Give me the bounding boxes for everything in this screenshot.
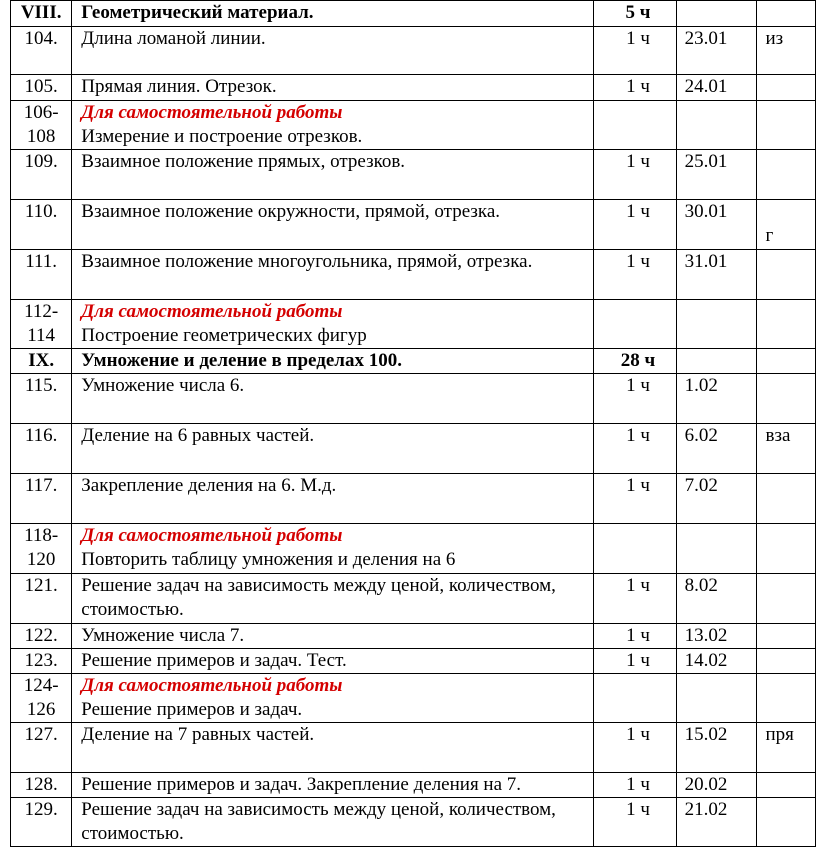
hours-cell xyxy=(594,300,676,349)
range-start: 112- xyxy=(24,301,59,322)
hours-cell xyxy=(594,524,676,574)
lesson-date: 31.01 xyxy=(676,250,757,300)
independent-work-label: Для самостоятельной работы xyxy=(81,525,343,546)
lesson-note-text: г xyxy=(765,225,774,246)
table-row xyxy=(11,200,816,250)
lesson-topic: Решение задач на зависимость между ценой, количеством, стоимостью. xyxy=(72,574,594,624)
lesson-hours: 1 ч xyxy=(594,723,676,773)
independent-work-label: Для самостоятельной работы xyxy=(81,301,343,322)
lesson-number: 111. xyxy=(11,250,72,300)
lesson-topic: Решение примеров и задач. Закрепление деления на 7. xyxy=(72,773,594,798)
lesson-note: из xyxy=(757,27,816,75)
note-cell xyxy=(757,374,816,424)
range-end: 120 xyxy=(26,549,56,570)
date-cell xyxy=(676,524,757,574)
note-cell xyxy=(757,75,816,101)
lesson-note: вза xyxy=(757,424,816,474)
lesson-number: 116. xyxy=(11,424,72,474)
table-row xyxy=(11,75,816,101)
section-number: VIII. xyxy=(11,1,72,27)
note-cell xyxy=(757,150,816,200)
lesson-date: 25.01 xyxy=(676,150,757,200)
note-cell xyxy=(757,574,816,624)
lesson-topic-text: Построение геометрических фигур xyxy=(81,325,367,346)
note-cell xyxy=(757,474,816,524)
lesson-date: 20.02 xyxy=(676,773,757,798)
lesson-number: 129. xyxy=(11,798,72,847)
lesson-date: 8.02 xyxy=(676,574,757,624)
lesson-hours: 1 ч xyxy=(594,27,676,75)
range-start: 106- xyxy=(23,102,59,123)
table-row xyxy=(11,624,816,649)
note-cell xyxy=(757,300,816,349)
lesson-topic: Прямая линия. Отрезок. xyxy=(72,75,594,101)
lesson-number-range xyxy=(11,300,72,349)
lesson-plan-table xyxy=(10,0,816,847)
date-cell xyxy=(676,101,757,150)
lesson-hours: 1 ч xyxy=(594,649,676,674)
section-row-viii xyxy=(11,1,816,27)
note-cell xyxy=(757,773,816,798)
date-cell xyxy=(676,1,757,27)
lesson-date: 23.01 xyxy=(676,27,757,75)
note-cell xyxy=(757,674,816,723)
lesson-note: пря xyxy=(757,723,816,773)
lesson-topic: Умножение числа 7. xyxy=(72,624,594,649)
note-cell xyxy=(757,1,816,27)
lesson-date: 6.02 xyxy=(676,424,757,474)
note-cell xyxy=(757,649,816,674)
lesson-topic-text: Повторить таблицу умножения и деления на 6 xyxy=(81,549,456,570)
date-cell xyxy=(676,300,757,349)
lesson-date: 30.01 xyxy=(676,200,757,250)
independent-work-label: Для самостоятельной работы xyxy=(81,675,343,696)
section-hours: 5 ч xyxy=(594,1,676,27)
range-start: 118- xyxy=(24,525,59,546)
section-title: Геометрический материал. xyxy=(72,1,594,27)
lesson-hours: 1 ч xyxy=(594,374,676,424)
lesson-topic: Решение задач на зависимость между ценой, количеством, стоимостью. xyxy=(72,798,594,847)
lesson-date: 24.01 xyxy=(676,75,757,101)
lesson-topic xyxy=(72,524,594,574)
lesson-hours: 1 ч xyxy=(594,624,676,649)
note-cell xyxy=(757,624,816,649)
lesson-number-range xyxy=(11,524,72,574)
note-cell xyxy=(757,349,816,374)
range-end: 108 xyxy=(26,126,56,147)
lesson-date: 15.02 xyxy=(676,723,757,773)
table-row xyxy=(11,250,816,300)
lesson-date: 7.02 xyxy=(676,474,757,524)
range-end: 126 xyxy=(26,699,56,720)
lesson-topic: Закрепление деления на 6. М.д. xyxy=(72,474,594,524)
lesson-topic: Взаимное положение прямых, отрезков. xyxy=(72,150,594,200)
lesson-topic: Деление на 6 равных частей. xyxy=(72,424,594,474)
table-row xyxy=(11,300,816,349)
lesson-number: 127. xyxy=(11,723,72,773)
lesson-number: 110. xyxy=(11,200,72,250)
lesson-topic: Взаимное положение многоугольника, прямой, отрезка. xyxy=(72,250,594,300)
lesson-number: 128. xyxy=(11,773,72,798)
table-row xyxy=(11,474,816,524)
date-cell xyxy=(676,674,757,723)
note-cell xyxy=(757,524,816,574)
table-row xyxy=(11,524,816,574)
lesson-topic-text: Измерение и построение отрезков. xyxy=(81,126,363,147)
lesson-number: 123. xyxy=(11,649,72,674)
table-row xyxy=(11,674,816,723)
lesson-number: 115. xyxy=(11,374,72,424)
lesson-topic: Решение примеров и задач. Тест. xyxy=(72,649,594,674)
lesson-topic: Деление на 7 равных частей. xyxy=(72,723,594,773)
section-title: Умножение и деление в пределах 100. xyxy=(72,349,594,374)
section-row-ix xyxy=(11,349,816,374)
date-cell xyxy=(676,349,757,374)
lesson-number: 122. xyxy=(11,624,72,649)
lesson-topic: Взаимное положение окружности, прямой, отрезка. xyxy=(72,200,594,250)
table-row xyxy=(11,574,816,624)
table-row xyxy=(11,27,816,75)
table-row xyxy=(11,723,816,773)
lesson-hours: 1 ч xyxy=(594,75,676,101)
table-row xyxy=(11,374,816,424)
table-row xyxy=(11,773,816,798)
note-cell xyxy=(757,101,816,150)
lesson-topic xyxy=(72,674,594,723)
note-cell xyxy=(757,250,816,300)
lesson-topic: Длина ломаной линии. xyxy=(72,27,594,75)
section-hours: 28 ч xyxy=(594,349,676,374)
lesson-hours: 1 ч xyxy=(594,424,676,474)
lesson-number: 109. xyxy=(11,150,72,200)
table-row xyxy=(11,150,816,200)
lesson-date: 13.02 xyxy=(676,624,757,649)
lesson-hours: 1 ч xyxy=(594,250,676,300)
range-end: 114 xyxy=(27,325,56,346)
table-row xyxy=(11,101,816,150)
lesson-topic: Умножение числа 6. xyxy=(72,374,594,424)
lesson-number-range xyxy=(11,101,72,150)
table-row xyxy=(11,798,816,847)
lesson-hours: 1 ч xyxy=(594,798,676,847)
lesson-number: 105. xyxy=(11,75,72,101)
lesson-hours: 1 ч xyxy=(594,474,676,524)
hours-cell xyxy=(594,674,676,723)
table-row xyxy=(11,424,816,474)
independent-work-label: Для самостоятельной работы xyxy=(81,102,343,123)
section-number: IX. xyxy=(11,349,72,374)
lesson-topic xyxy=(72,300,594,349)
lesson-hours: 1 ч xyxy=(594,773,676,798)
lesson-note xyxy=(757,200,816,250)
lesson-number: 121. xyxy=(11,574,72,624)
lesson-topic xyxy=(72,101,594,150)
lesson-number: 117. xyxy=(11,474,72,524)
lesson-date: 21.02 xyxy=(676,798,757,847)
hours-cell xyxy=(594,101,676,150)
table-row xyxy=(11,649,816,674)
lesson-hours: 1 ч xyxy=(594,200,676,250)
note-cell xyxy=(757,798,816,847)
lesson-hours: 1 ч xyxy=(594,574,676,624)
lesson-topic-text: Решение примеров и задач. xyxy=(81,699,303,720)
lesson-number-range xyxy=(11,674,72,723)
lesson-date: 14.02 xyxy=(676,649,757,674)
range-start: 124- xyxy=(23,675,59,696)
lesson-hours: 1 ч xyxy=(594,150,676,200)
lesson-number: 104. xyxy=(11,27,72,75)
lesson-date: 1.02 xyxy=(676,374,757,424)
